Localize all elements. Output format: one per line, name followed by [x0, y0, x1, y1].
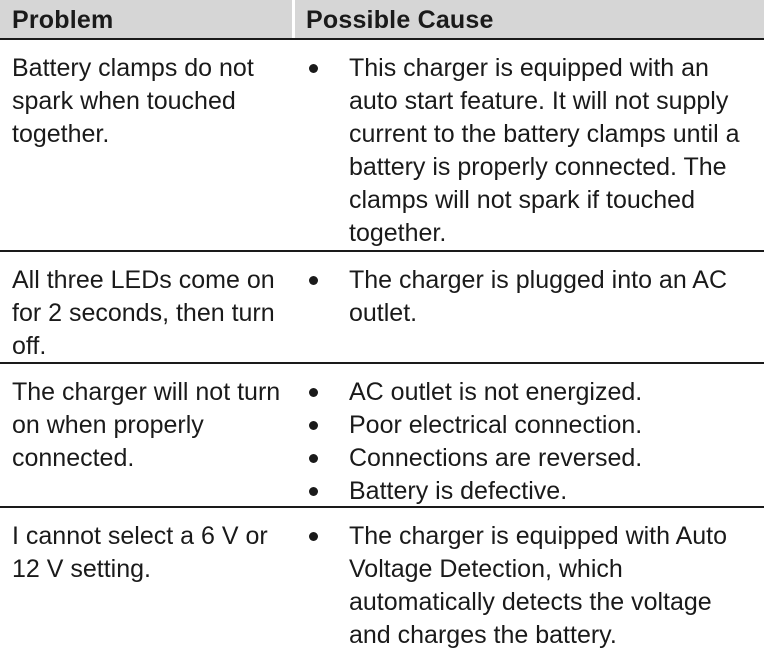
cause-list — [295, 376, 754, 508]
table-row — [0, 40, 764, 252]
cause-text: The charger is equipped with Auto Voltage Detection, which automatically detects the voltage and charges the battery. — [349, 522, 728, 649]
bullet-icon — [309, 64, 318, 73]
table-row — [0, 364, 764, 508]
cause-cell — [295, 252, 764, 362]
cause-cell — [295, 508, 764, 656]
cause-item — [295, 475, 754, 508]
cause-item — [295, 442, 754, 475]
problem-cell: I cannot select a 6 V or 12 V setting. — [12, 522, 268, 583]
cause-item — [295, 409, 754, 442]
cause-list — [295, 520, 754, 652]
cause-item — [295, 520, 754, 652]
cause-cell — [295, 40, 764, 250]
cause-text: This charger is equipped with an auto start feature. It will not supply current to the battery clamps until a battery is properly connected. The clamps will not spark if touched together. — [349, 54, 740, 247]
problem-cell: The charger will not turn on when properly connected. — [12, 378, 281, 472]
header-possible-cause: Possible Cause — [306, 6, 494, 34]
cause-list — [295, 264, 754, 330]
table-row — [0, 252, 764, 364]
cause-cell — [295, 364, 764, 506]
cause-item — [295, 376, 754, 409]
cause-text: Connections are reversed. — [349, 444, 643, 472]
cause-item — [295, 52, 754, 250]
bullet-icon — [309, 487, 318, 496]
problem-cell: Battery clamps do not spark when touched together. — [12, 54, 254, 148]
cause-item — [295, 264, 754, 330]
table-header — [0, 0, 764, 40]
cause-text: Battery is defective. — [349, 477, 568, 505]
header-problem: Problem — [0, 0, 295, 38]
bullet-icon — [309, 532, 318, 541]
cause-list — [295, 52, 754, 250]
problem-cell: All three LEDs come on for 2 seconds, then turn off. — [12, 266, 275, 360]
bullet-icon — [309, 388, 318, 397]
cause-text: Poor electrical connection. — [349, 411, 643, 439]
table-row — [0, 508, 764, 656]
cause-text: The charger is plugged into an AC outlet. — [349, 266, 728, 327]
cause-text: AC outlet is not energized. — [349, 378, 643, 406]
bullet-icon — [309, 454, 318, 463]
bullet-icon — [309, 276, 318, 285]
bullet-icon — [309, 421, 318, 430]
